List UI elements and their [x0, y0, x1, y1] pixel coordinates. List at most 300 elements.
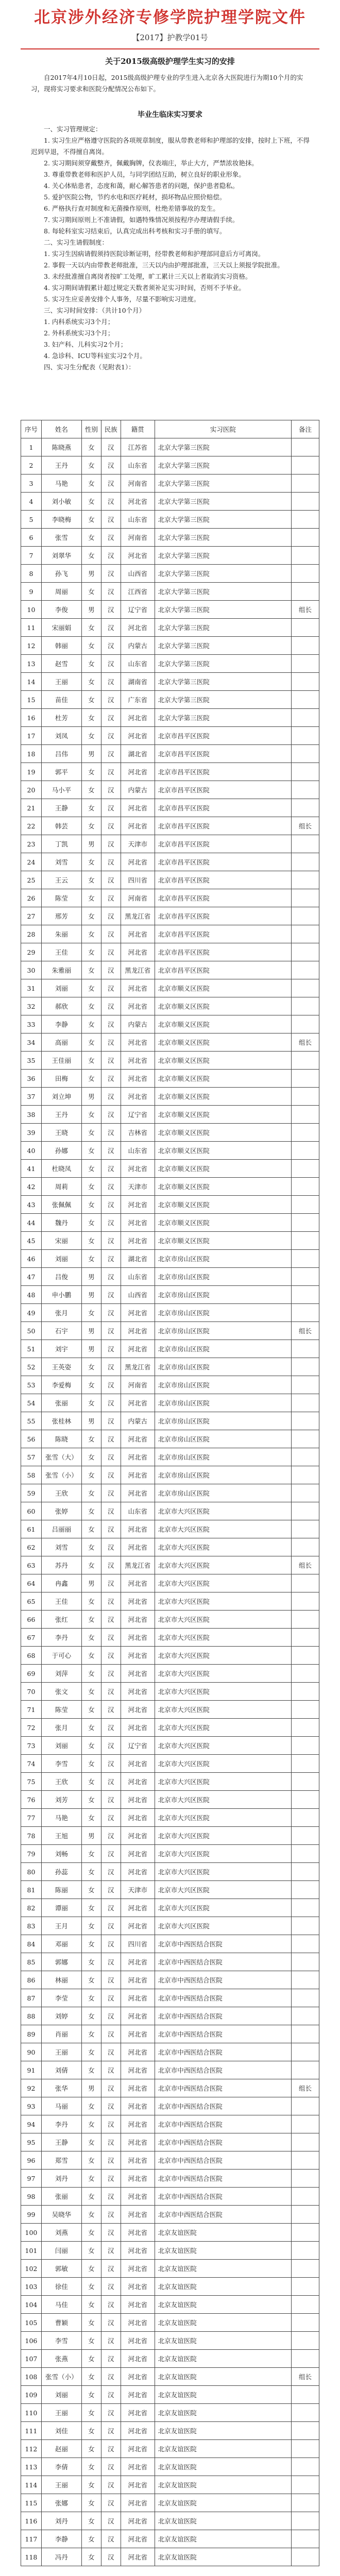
- cell-hospital: 北京友谊医院: [155, 2386, 291, 2404]
- cell-ethnicity: 汉: [101, 1214, 121, 1232]
- cell-remark: [292, 1845, 319, 1863]
- cell-remark: [292, 583, 319, 601]
- cell-native-place: 天津市: [121, 1178, 155, 1196]
- cell-gender: 女: [81, 2188, 101, 2206]
- cell-remark: [292, 1755, 319, 1773]
- cell-remark: [292, 2278, 319, 2296]
- cell-hospital: 北京市顺义区医院: [155, 1106, 291, 1124]
- cell-index: 22: [21, 817, 42, 835]
- cell-ethnicity: 汉: [101, 763, 121, 781]
- cell-name: 马丽: [41, 2097, 81, 2115]
- cell-hospital: 北京市大兴区医院: [155, 1629, 291, 1647]
- cell-ethnicity: 汉: [101, 1592, 121, 1611]
- table-row: [21, 655, 319, 673]
- cell-gender: 男: [81, 835, 101, 853]
- table-row: [21, 1376, 319, 1394]
- cell-hospital: 北京大学第三医院: [155, 547, 291, 565]
- document-number: 【2017】护教学01号: [132, 33, 208, 42]
- cell-ethnicity: 汉: [101, 709, 121, 727]
- cell-ethnicity: 汉: [101, 1520, 121, 1538]
- cell-remark: [292, 2476, 319, 2494]
- table-row: [21, 1214, 319, 1232]
- cell-hospital: 北京市昌平区医院: [155, 961, 291, 979]
- cell-native-place: 辽宁省: [121, 1737, 155, 1755]
- cell-ethnicity: 汉: [101, 2296, 121, 2314]
- cell-name: 刘宇: [41, 1340, 81, 1358]
- cell-name: 冉鑫: [41, 1574, 81, 1592]
- cell-remark: [292, 781, 319, 799]
- cell-hospital: 北京市昌平区医院: [155, 925, 291, 943]
- cell-ethnicity: 汉: [101, 1232, 121, 1250]
- cell-index: 5: [21, 511, 42, 529]
- cell-ethnicity: 汉: [101, 1033, 121, 1052]
- cell-index: 107: [21, 2350, 42, 2368]
- cell-ethnicity: 汉: [101, 529, 121, 547]
- cell-ethnicity: 汉: [101, 1737, 121, 1755]
- cell-name: 朱丽: [41, 925, 81, 943]
- cell-index: 106: [21, 2332, 42, 2350]
- cell-remark: [292, 511, 319, 529]
- cell-name: 刘雪: [41, 1538, 81, 1556]
- cell-remark: [292, 1232, 319, 1250]
- cell-hospital: 北京市房山区医院: [155, 1376, 291, 1394]
- cell-hospital: 北京市大兴区医院: [155, 1665, 291, 1683]
- cell-gender: 女: [81, 2476, 101, 2494]
- cell-ethnicity: 汉: [101, 673, 121, 691]
- cell-index: 10: [21, 601, 42, 619]
- cell-ethnicity: 汉: [101, 2115, 121, 2133]
- cell-gender: 男: [81, 1574, 101, 1592]
- cell-remark: [292, 1304, 319, 1322]
- cell-hospital: 北京市大兴区医院: [155, 1502, 291, 1520]
- cell-remark: [292, 1394, 319, 1412]
- cell-hospital: 北京市大兴区医院: [155, 1538, 291, 1556]
- cell-gender: 女: [81, 1466, 101, 1484]
- cell-ethnicity: 汉: [101, 2206, 121, 2224]
- cell-ethnicity: 汉: [101, 1430, 121, 1448]
- cell-gender: 女: [81, 1971, 101, 1989]
- cell-index: 65: [21, 1592, 42, 1611]
- cell-name: 赵雪: [41, 655, 81, 673]
- table-row: [21, 2278, 319, 2296]
- cell-gender: 男: [81, 601, 101, 619]
- cell-remark: 组长: [292, 1322, 319, 1340]
- cell-native-place: 河北省: [121, 1971, 155, 1989]
- table-row: [21, 691, 319, 709]
- cell-ethnicity: 汉: [101, 1448, 121, 1466]
- cell-ethnicity: 汉: [101, 1809, 121, 1827]
- cell-remark: [292, 1502, 319, 1520]
- table-row: [21, 1845, 319, 1863]
- cell-hospital: 北京市昌平区医院: [155, 853, 291, 871]
- cell-gender: 女: [81, 1701, 101, 1719]
- cell-index: 56: [21, 1430, 42, 1448]
- cell-native-place: 山东省: [121, 511, 155, 529]
- cell-ethnicity: 汉: [101, 1647, 121, 1665]
- cell-gender: 男: [81, 1088, 101, 1106]
- requirement-line: 3. 尊重带教老师和医护人员，与同学团结互助，树立良好的职业形象。: [44, 171, 245, 178]
- cell-name: 李雪: [41, 1755, 81, 1773]
- cell-native-place: 天津市: [121, 835, 155, 853]
- cell-gender: 女: [81, 889, 101, 907]
- cell-native-place: 河北省: [121, 2242, 155, 2260]
- cell-native-place: 河北省: [121, 2007, 155, 2025]
- cell-ethnicity: 汉: [101, 1556, 121, 1574]
- cell-gender: 女: [81, 1376, 101, 1394]
- table-row: [21, 853, 319, 871]
- cell-native-place: 山东省: [121, 1142, 155, 1160]
- cell-name: 陈莹: [41, 889, 81, 907]
- cell-index: 95: [21, 2133, 42, 2151]
- cell-remark: [292, 2043, 319, 2061]
- cell-hospital: 北京市中西医结合医院: [155, 2115, 291, 2133]
- cell-name: 马小平: [41, 781, 81, 799]
- cell-hospital: 北京大学第三医院: [155, 655, 291, 673]
- table-row: [21, 529, 319, 547]
- cell-hospital: 北京市昌平区医院: [155, 943, 291, 961]
- table-row: [21, 2133, 319, 2151]
- cell-native-place: 河北省: [121, 2115, 155, 2133]
- cell-name: 吕俊: [41, 1268, 81, 1286]
- cell-name: 韩芸: [41, 817, 81, 835]
- cell-remark: [292, 1791, 319, 1809]
- cell-hospital: 北京友谊医院: [155, 2530, 291, 2548]
- red-divider-line: [21, 48, 319, 49]
- cell-remark: [292, 2548, 319, 2566]
- cell-index: 49: [21, 1304, 42, 1322]
- table-row: [21, 1484, 319, 1502]
- cell-remark: [292, 1899, 319, 1917]
- cell-ethnicity: 汉: [101, 1502, 121, 1520]
- table-row: [21, 1863, 319, 1881]
- table-row: [21, 1322, 319, 1340]
- cell-remark: 组长: [292, 2079, 319, 2097]
- cell-native-place: 内蒙古: [121, 781, 155, 799]
- cell-ethnicity: 汉: [101, 1052, 121, 1070]
- cell-hospital: 北京大学第三医院: [155, 691, 291, 709]
- cell-index: 99: [21, 2206, 42, 2224]
- requirement-line: 三、实习时间安排：（共计10个月）: [44, 307, 146, 314]
- table-row: [21, 1953, 319, 1971]
- cell-gender: 女: [81, 691, 101, 709]
- cell-native-place: 黑龙江省: [121, 907, 155, 925]
- cell-name: 张雪: [41, 529, 81, 547]
- cell-native-place: 河北省: [121, 1520, 155, 1538]
- table-row: [21, 1556, 319, 1574]
- cell-name: 王欣: [41, 1484, 81, 1502]
- cell-remark: [292, 2458, 319, 2476]
- cell-gender: 女: [81, 1538, 101, 1556]
- cell-remark: [292, 709, 319, 727]
- cell-remark: [292, 1178, 319, 1196]
- cell-ethnicity: 汉: [101, 2043, 121, 2061]
- cell-gender: 女: [81, 1791, 101, 1809]
- cell-hospital: 北京大学第三医院: [155, 619, 291, 637]
- cell-index: 80: [21, 1863, 42, 1881]
- cell-gender: 女: [81, 1214, 101, 1232]
- cell-name: 王佳: [41, 1592, 81, 1611]
- cell-gender: 男: [81, 1827, 101, 1845]
- cell-hospital: 北京友谊医院: [155, 2296, 291, 2314]
- cell-native-place: 湖南省: [121, 673, 155, 691]
- cell-ethnicity: 汉: [101, 2133, 121, 2151]
- requirement-line: 4. 关心体贴患者，态度和蔼，耐心解答患者的问题，保护患者隐私。: [44, 182, 239, 190]
- cell-remark: [292, 2296, 319, 2314]
- cell-ethnicity: 汉: [101, 1178, 121, 1196]
- cell-remark: [292, 2332, 319, 2350]
- cell-name: 郭敏: [41, 2260, 81, 2278]
- cell-name: 林丽: [41, 1971, 81, 1989]
- table-row: [21, 2260, 319, 2278]
- cell-index: 59: [21, 1484, 42, 1502]
- cell-name: 张月: [41, 1304, 81, 1322]
- cell-native-place: 内蒙古: [121, 1412, 155, 1430]
- cell-native-place: 河北省: [121, 1214, 155, 1232]
- cell-hospital: 北京市昌平区医院: [155, 727, 291, 745]
- cell-ethnicity: 汉: [101, 817, 121, 835]
- cell-index: 98: [21, 2188, 42, 2206]
- cell-ethnicity: 汉: [101, 1971, 121, 1989]
- cell-remark: 组长: [292, 1556, 319, 1574]
- table-row: [21, 1304, 319, 1322]
- cell-gender: 女: [81, 943, 101, 961]
- cell-index: 69: [21, 1665, 42, 1683]
- cell-hospital: 北京市房山区医院: [155, 1484, 291, 1502]
- cell-hospital: 北京市顺义区医院: [155, 979, 291, 997]
- cell-remark: [292, 2314, 319, 2332]
- cell-index: 55: [21, 1412, 42, 1430]
- cell-remark: 组长: [292, 1033, 319, 1052]
- column-header: 性别: [81, 420, 101, 438]
- table-row: [21, 1574, 319, 1592]
- cell-remark: [292, 943, 319, 961]
- table-row: [21, 1340, 319, 1358]
- cell-gender: 女: [81, 2494, 101, 2512]
- cell-index: 16: [21, 709, 42, 727]
- cell-remark: [292, 2151, 319, 2170]
- cell-gender: 女: [81, 2206, 101, 2224]
- cell-remark: [292, 1250, 319, 1268]
- cell-native-place: 河北省: [121, 925, 155, 943]
- cell-hospital: 北京市中西医结合医院: [155, 2206, 291, 2224]
- cell-index: 88: [21, 2007, 42, 2025]
- cell-hospital: 北京市房山区医院: [155, 1322, 291, 1340]
- cell-hospital: 北京市昌平区医院: [155, 781, 291, 799]
- cell-gender: 女: [81, 2386, 101, 2404]
- cell-native-place: 河北省: [121, 2386, 155, 2404]
- cell-ethnicity: 汉: [101, 979, 121, 997]
- table-row: [21, 1196, 319, 1214]
- cell-index: 90: [21, 2043, 42, 2061]
- cell-hospital: 北京友谊医院: [155, 2368, 291, 2386]
- cell-hospital: 北京市昌平区医院: [155, 799, 291, 817]
- cell-gender: 女: [81, 799, 101, 817]
- cell-ethnicity: 汉: [101, 1088, 121, 1106]
- cell-native-place: 辽宁省: [121, 601, 155, 619]
- cell-ethnicity: 汉: [101, 474, 121, 493]
- cell-native-place: 河北省: [121, 2314, 155, 2332]
- cell-native-place: 河北省: [121, 1592, 155, 1611]
- cell-index: 32: [21, 997, 42, 1015]
- cell-index: 109: [21, 2386, 42, 2404]
- cell-name: 苗佳: [41, 691, 81, 709]
- cell-gender: 女: [81, 2025, 101, 2043]
- cell-gender: 女: [81, 637, 101, 655]
- cell-gender: 女: [81, 2097, 101, 2115]
- cell-ethnicity: 汉: [101, 2170, 121, 2188]
- cell-name: 丁凯: [41, 835, 81, 853]
- cell-gender: 女: [81, 1070, 101, 1088]
- cell-hospital: 北京市大兴区医院: [155, 1773, 291, 1791]
- cell-name: 陈晓燕: [41, 438, 81, 456]
- cell-index: 84: [21, 1935, 42, 1953]
- cell-gender: 女: [81, 1611, 101, 1629]
- cell-gender: 女: [81, 1106, 101, 1124]
- cell-remark: [292, 853, 319, 871]
- cell-index: 85: [21, 1953, 42, 1971]
- cell-index: 62: [21, 1538, 42, 1556]
- cell-ethnicity: 汉: [101, 2458, 121, 2476]
- cell-gender: 女: [81, 763, 101, 781]
- cell-gender: 女: [81, 1015, 101, 1033]
- document-subject: 关于2015级高级护理学生实习的安排: [105, 57, 235, 66]
- cell-index: 66: [21, 1611, 42, 1629]
- cell-native-place: 河北省: [121, 1088, 155, 1106]
- cell-index: 97: [21, 2170, 42, 2188]
- cell-index: 36: [21, 1070, 42, 1088]
- cell-native-place: 吉林省: [121, 1124, 155, 1142]
- cell-name: 刘丹: [41, 2170, 81, 2188]
- cell-index: 11: [21, 619, 42, 637]
- table-row: [21, 1935, 319, 1953]
- table-row: [21, 2043, 319, 2061]
- cell-name: 李雪: [41, 2332, 81, 2350]
- cell-hospital: 北京友谊医院: [155, 2494, 291, 2512]
- cell-ethnicity: 汉: [101, 745, 121, 763]
- cell-hospital: 北京市中西医结合医院: [155, 2079, 291, 2097]
- cell-index: 19: [21, 763, 42, 781]
- cell-name: 谭丽: [41, 1899, 81, 1917]
- cell-gender: 女: [81, 2260, 101, 2278]
- cell-name: 徐佳: [41, 2278, 81, 2296]
- cell-ethnicity: 汉: [101, 1124, 121, 1142]
- cell-index: 64: [21, 1574, 42, 1592]
- cell-ethnicity: 汉: [101, 997, 121, 1015]
- requirement-line: 3. 未经批准擅自离岗者按旷工处理，旷工累计三天以上者取消实习资格。: [44, 273, 252, 280]
- cell-ethnicity: 汉: [101, 1863, 121, 1881]
- cell-remark: [292, 474, 319, 493]
- table-row: [21, 601, 319, 619]
- table-row: [21, 2206, 319, 2224]
- cell-ethnicity: 汉: [101, 727, 121, 745]
- cell-name: 刘翠华: [41, 547, 81, 565]
- table-row: [21, 474, 319, 493]
- cell-ethnicity: 汉: [101, 2332, 121, 2350]
- cell-gender: 女: [81, 727, 101, 745]
- cell-name: 李丹: [41, 2115, 81, 2133]
- cell-index: 108: [21, 2368, 42, 2386]
- cell-name: 王晓: [41, 1124, 81, 1142]
- cell-index: 23: [21, 835, 42, 853]
- cell-index: 14: [21, 673, 42, 691]
- cell-hospital: 北京市中西医结合医院: [155, 2170, 291, 2188]
- cell-native-place: 河北省: [121, 1466, 155, 1484]
- cell-index: 70: [21, 1683, 42, 1701]
- cell-remark: [292, 2206, 319, 2224]
- cell-gender: 女: [81, 781, 101, 799]
- cell-index: 96: [21, 2151, 42, 2170]
- cell-index: 12: [21, 637, 42, 655]
- cell-remark: [292, 1088, 319, 1106]
- cell-remark: [292, 2260, 319, 2278]
- cell-index: 8: [21, 565, 42, 583]
- cell-ethnicity: 汉: [101, 1340, 121, 1358]
- cell-name: 王静: [41, 799, 81, 817]
- cell-gender: 女: [81, 2115, 101, 2133]
- cell-gender: 女: [81, 1629, 101, 1647]
- cell-index: 81: [21, 1881, 42, 1899]
- table-row: [21, 1160, 319, 1178]
- cell-name: 张丽: [41, 2188, 81, 2206]
- cell-ethnicity: 汉: [101, 1304, 121, 1322]
- table-body: [21, 438, 319, 2566]
- cell-remark: [292, 1989, 319, 2007]
- cell-ethnicity: 汉: [101, 871, 121, 889]
- cell-native-place: 河北省: [121, 2043, 155, 2061]
- table-row: [21, 2170, 319, 2188]
- table-row: [21, 2332, 319, 2350]
- cell-name: 王佳: [41, 943, 81, 961]
- column-header: 姓名: [41, 420, 81, 438]
- table-row: [21, 1394, 319, 1412]
- cell-ethnicity: 汉: [101, 1755, 121, 1773]
- cell-name: 张雪（大）: [41, 1448, 81, 1466]
- cell-hospital: 北京友谊医院: [155, 2278, 291, 2296]
- cell-name: 吕伟: [41, 745, 81, 763]
- cell-index: 100: [21, 2224, 42, 2242]
- cell-ethnicity: 汉: [101, 438, 121, 456]
- cell-ethnicity: 汉: [101, 1683, 121, 1701]
- cell-remark: [292, 2007, 319, 2025]
- cell-hospital: 北京市房山区医院: [155, 1340, 291, 1358]
- cell-remark: [292, 1953, 319, 1971]
- cell-native-place: 河北省: [121, 2476, 155, 2494]
- table-row: [21, 637, 319, 655]
- cell-index: 35: [21, 1052, 42, 1070]
- cell-index: 7: [21, 547, 42, 565]
- table-row: [21, 2151, 319, 2170]
- table-row: [21, 1033, 319, 1052]
- cell-gender: 女: [81, 2151, 101, 2170]
- cell-name: 马艳: [41, 1809, 81, 1827]
- cell-index: 114: [21, 2476, 42, 2494]
- table-row: [21, 2440, 319, 2458]
- table-row: [21, 835, 319, 853]
- cell-gender: 女: [81, 1665, 101, 1683]
- cell-ethnicity: 汉: [101, 1935, 121, 1953]
- cell-name: 王静: [41, 2133, 81, 2151]
- cell-index: 63: [21, 1556, 42, 1574]
- cell-ethnicity: 汉: [101, 691, 121, 709]
- cell-index: 116: [21, 2512, 42, 2530]
- cell-native-place: 河北省: [121, 1629, 155, 1647]
- cell-ethnicity: 汉: [101, 2097, 121, 2115]
- table-row: [21, 2025, 319, 2043]
- cell-hospital: 北京友谊医院: [155, 2242, 291, 2260]
- cell-ethnicity: 汉: [101, 1881, 121, 1899]
- cell-hospital: 北京友谊医院: [155, 2350, 291, 2368]
- table-row: [21, 438, 319, 456]
